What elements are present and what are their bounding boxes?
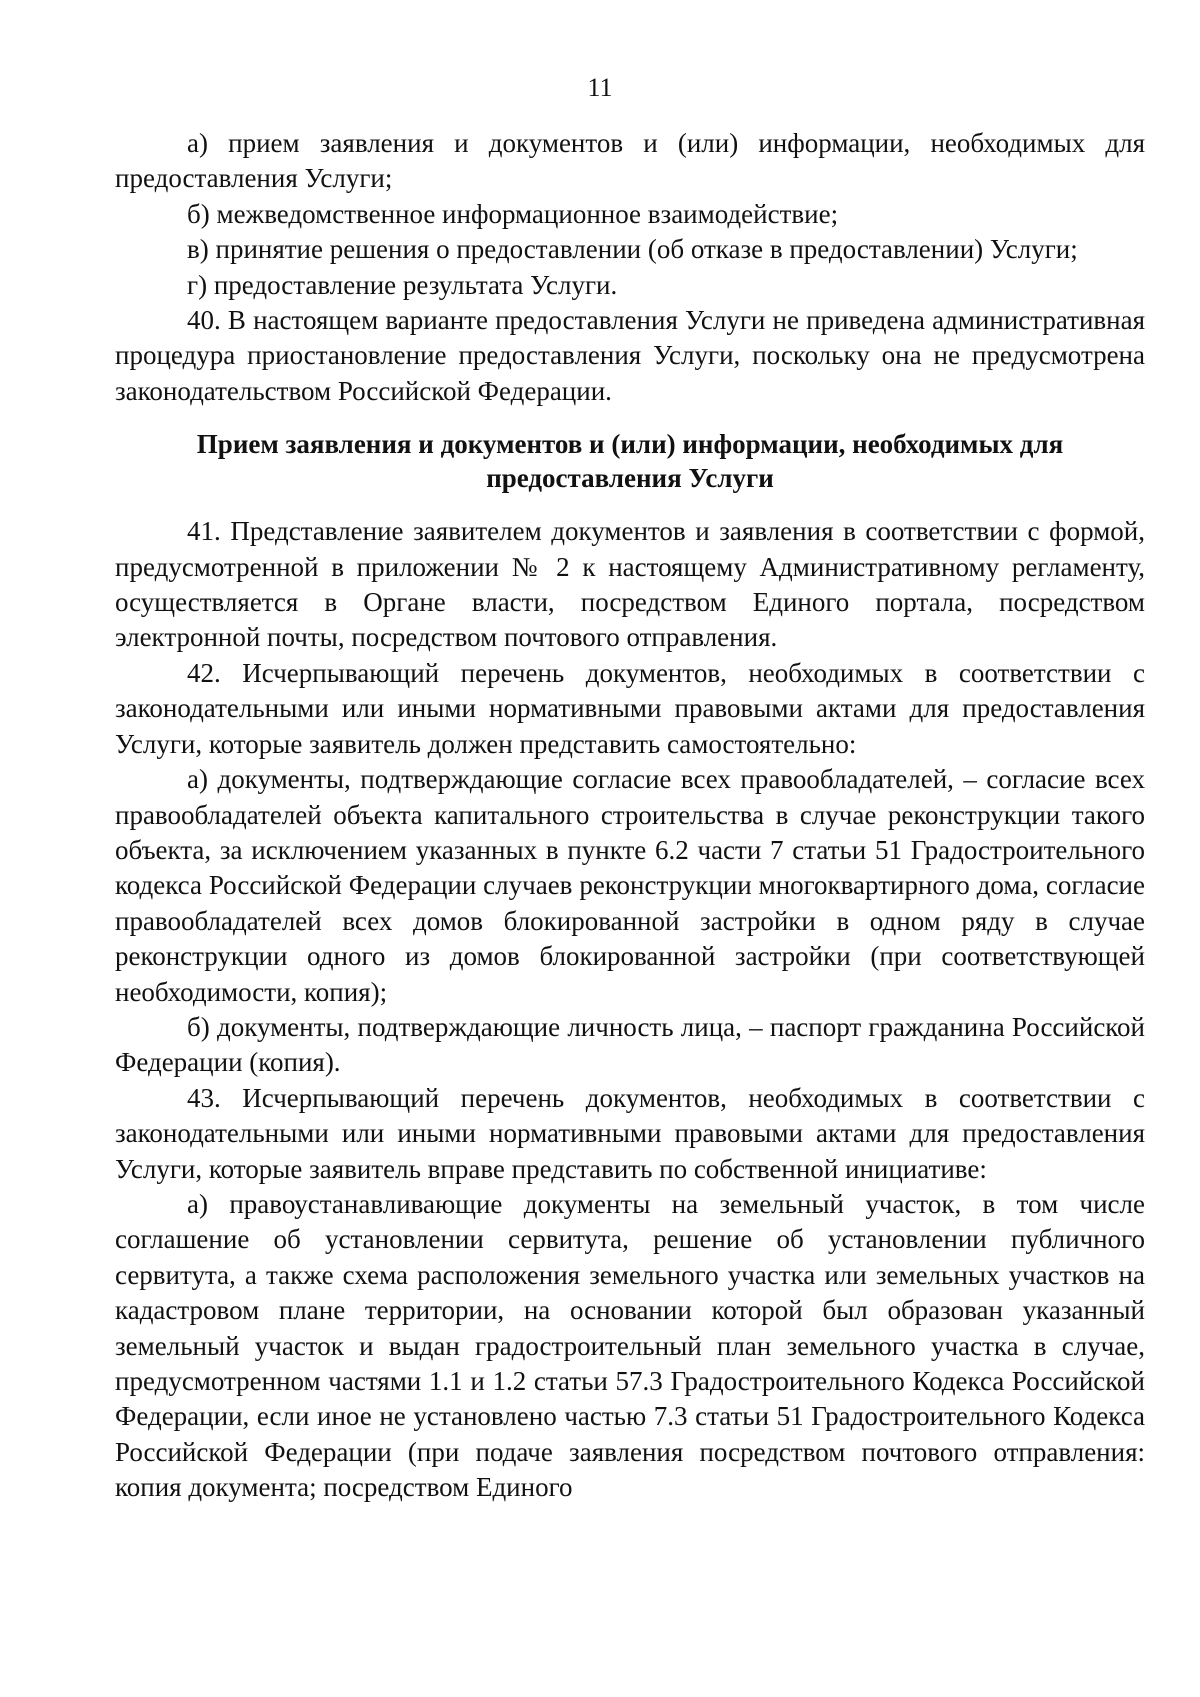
paragraph-43a: а) правоустанавливающие документы на земельный участок, в том числе соглашение об установлении сервитута, решение об установлении публичного сервитута, а также схема расположения земельного участка или земельных участков на кадастровом плане территории, на основании которой был образован указанный земельный участок и выдан градостроительный план земельного участка в случае, предусмотренном частями 1.1 и 1.2 статьи 57.3 Градостроительного Кодекса Российской Федерации, если иное не установлено частью 7.3 статьи 51 Градостроительного Кодекса Российской Федерации (при подаче заявления посредством почтового отправления: копия документа; посредством Единого — [115, 1188, 1145, 1503]
paragraph-42b: б) документы, подтверждающие личность лица, – паспорт гражданина Российской Федерации (копия). — [115, 1011, 1145, 1078]
paragraph-39b: б) межведомственное информационное взаимодействие; — [187, 198, 839, 229]
paragraph-42: 42. Исчерпывающий перечень документов, необходимых в соответствии с законодательными или иными нормативными правовыми актами для предоставления Услуги, которые заявитель должен представить самостоятельно: — [115, 657, 1145, 759]
paragraph-41: 41. Представление заявителем документов и заявления в соответствии с формой, предусмотренной в приложении № 2 к настоящему Административному регламенту, осуществляется в Органе власти, посредством Единого портала, посредством электронной почты, посредством почтового отправления. — [115, 516, 1145, 653]
paragraph-39a: а) прием заявления и документов и (или) информации, необходимых для предоставления Услуги; — [115, 128, 1145, 194]
paragraph-43: 43. Исчерпывающий перечень документов, необходимых в соответствии с законодательными или иными нормативными правовыми актами для предоставления Услуги, которые заявитель вправе представить по собственной инициативе: — [115, 1082, 1145, 1184]
paragraph-40: 40. В настоящем варианте предоставления Услуги не приведена административная процедура приостановление предоставления Услуги, поскольку она не предусмотрена законодательством Российской Федерации. — [115, 305, 1145, 406]
section-heading: Прием заявления и документов и (или) информации, необходимых для предоставления Услуги — [196, 429, 1064, 494]
paragraph-42a: а) документы, подтверждающие согласие всех правообладателей, – согласие всех правообладателей объекта капитального строительства в случае реконструкции такого объекта, за исключением указанных в пункте 6.2 части 7 статьи 51 Градостроительного кодекса Российской Федерации случаев реконструкции многоквартирного дома, согласие правообладателей всех домов блокированной застройки в одном ряду в случае реконструкции одного из домов блокированной застройки (при соответствующей необходимости, копия); — [115, 764, 1145, 1007]
page-number: 11 — [587, 73, 613, 102]
document-body — [115, 126, 1145, 1506]
paragraph-39c: в) принятие решения о предоставлении (об отказе в предоставлении) Услуги; — [187, 234, 1078, 265]
paragraph-39d: г) предоставление результата Услуги. — [187, 269, 618, 300]
